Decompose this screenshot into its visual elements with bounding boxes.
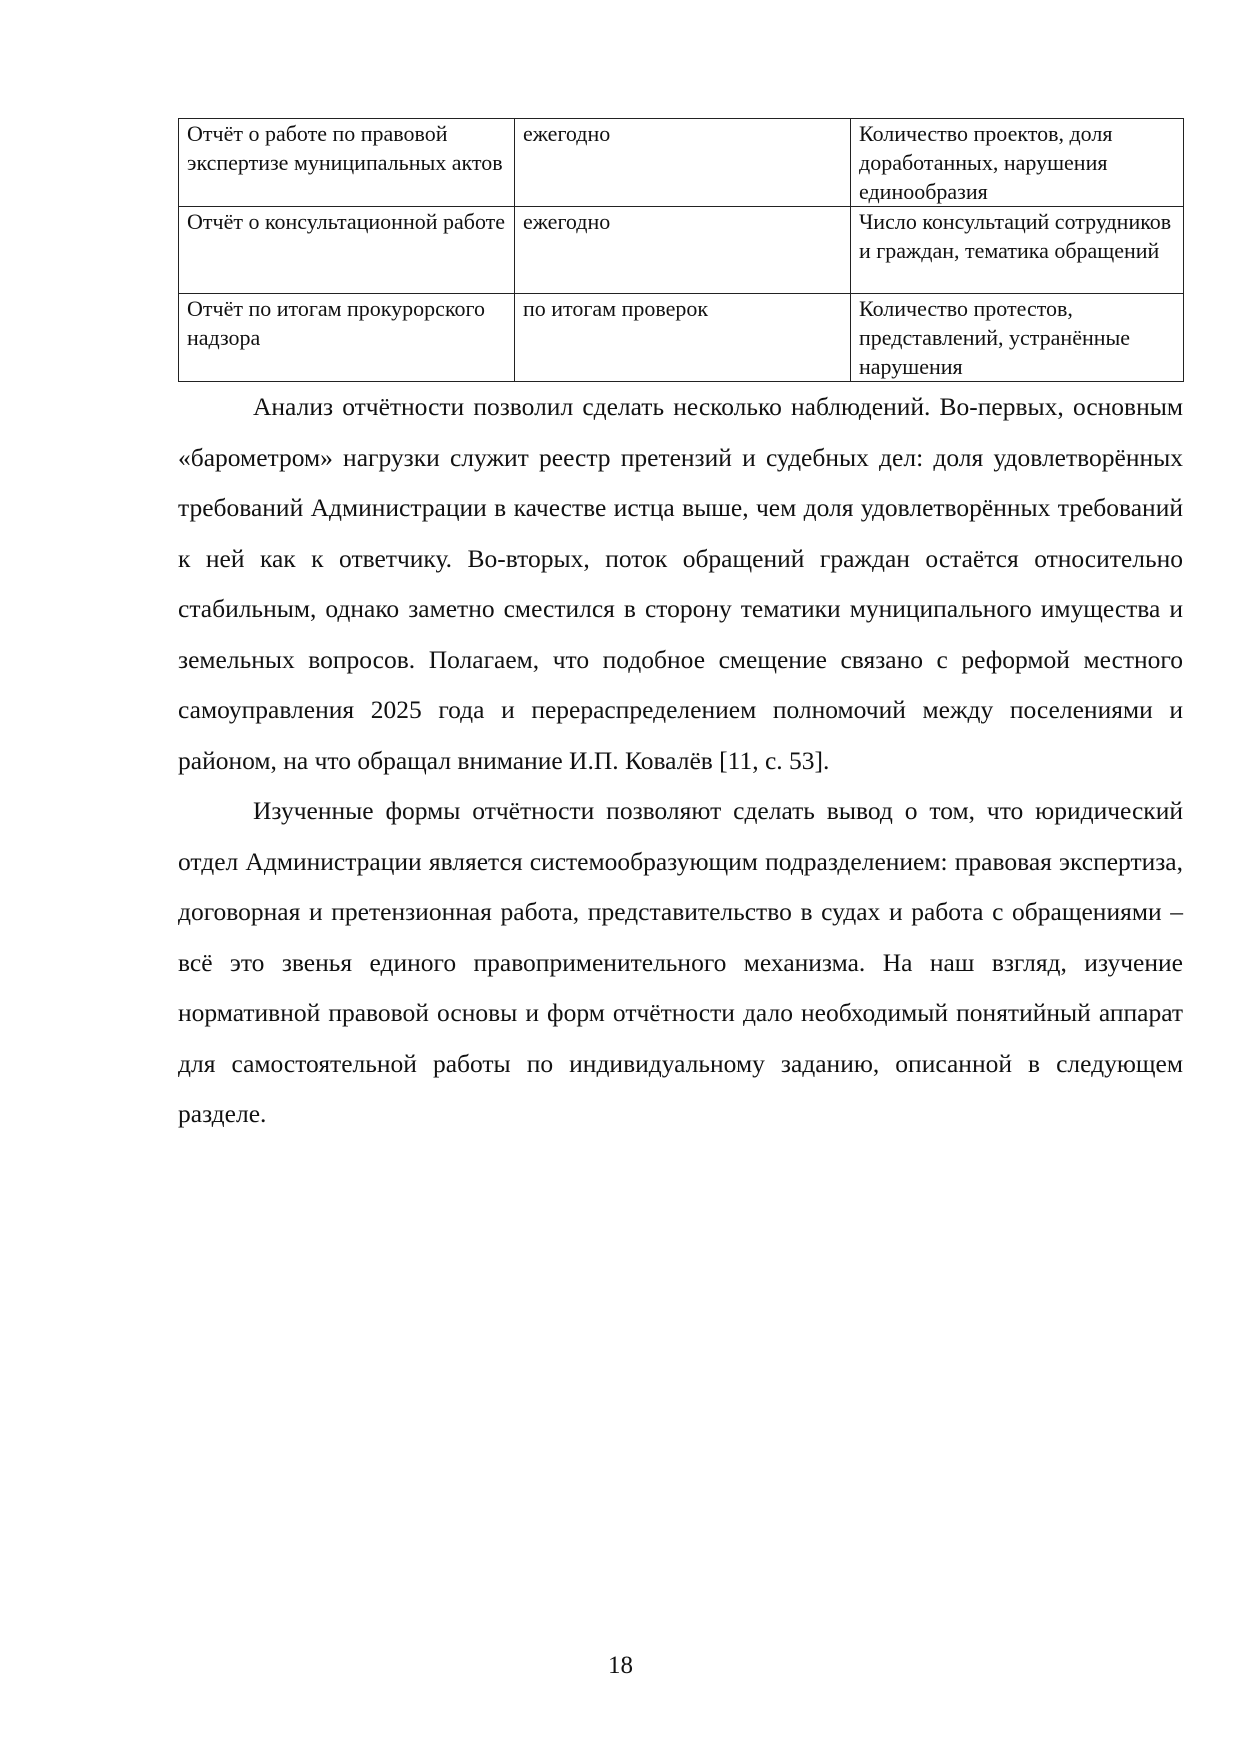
- table-cell-indicators: Количество протестов, представлений, устранённые нарушения: [851, 294, 1184, 382]
- paragraph-analysis: Анализ отчётности позволил сделать несколько наблюдений. Во-первых, основным «барометром» нагрузки служит реестр претензий и судебных дел: доля удовлетворённых требований Администрации в качестве истца выше, чем доля удовлетворённых требований к ней как к ответчику. Во-вторых, поток обращений граждан остаётся относительно стабильным, однако заметно сместился в сторону тематики муниципального имущества и земельных вопросов. Полагаем, что подобное смещение связано с реформой местного самоуправления 2025 года и перераспределением полномочий между поселениями и районом, на что обращал внимание И.П. Ковалёв [11, с. 53].: [178, 392, 1183, 775]
- body-text: [178, 382, 1183, 1140]
- table-cell-report-name: Отчёт по итогам прокурорского надзора: [179, 294, 515, 382]
- paragraph-conclusion: Изученные формы отчётности позволяют сделать вывод о том, что юридический отдел Администрации является системообразующим подразделением: правовая экспертиза, договорная и претензионная работа, представительство в судах и работа с обращениями – всё это звенья единого правоприменительного механизма. На наш взгляд, изучение нормативной правовой основы и форм отчётности дало необходимый понятийный аппарат для самостоятельной работы по индивидуальному заданию, описанной в следующем разделе.: [178, 796, 1183, 1128]
- table-row: [179, 119, 1184, 207]
- table-cell-frequency: ежегодно: [515, 119, 851, 207]
- table-row: [179, 207, 1184, 294]
- table-cell-indicators: Количество проектов, доля доработанных, нарушения единообразия: [851, 119, 1184, 207]
- page-number: 18: [608, 1652, 633, 1679]
- table-row: [179, 294, 1184, 382]
- reporting-forms-table: [178, 118, 1184, 382]
- table-cell-frequency: ежегодно: [515, 207, 851, 294]
- table-cell-indicators: Число консультаций сотрудников и граждан, тематика обращений: [851, 207, 1184, 294]
- table-cell-report-name: Отчёт о консультационной работе: [179, 207, 515, 294]
- table-cell-frequency: по итогам проверок: [515, 294, 851, 382]
- document-page: [178, 118, 1183, 1140]
- table-cell-report-name: Отчёт о работе по правовой экспертизе муниципальных актов: [179, 119, 515, 207]
